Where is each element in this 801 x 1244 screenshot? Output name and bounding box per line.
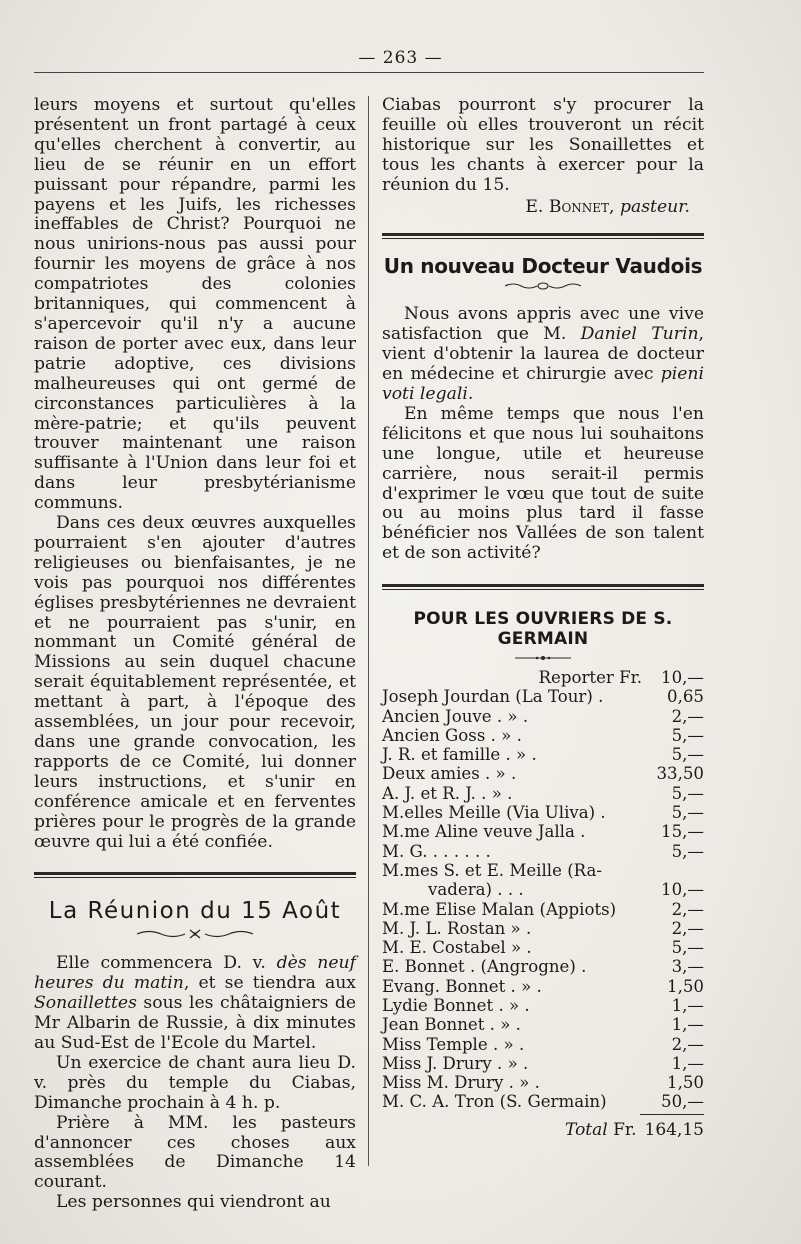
total-amount: 164,15 [644, 1119, 704, 1140]
subscription-row [382, 1054, 704, 1073]
subscription-row [382, 822, 704, 841]
subscriber-name: J. R. et famille . » . [382, 745, 537, 765]
subscription-row [382, 880, 704, 899]
subscription-amount: 33,50 [656, 764, 704, 784]
subscription-amount [642, 861, 704, 880]
subscription-row [382, 707, 704, 726]
reporter-row [382, 668, 704, 687]
subscription-amount: 1,— [671, 1053, 704, 1073]
subscription-amount: 5,— [671, 803, 704, 823]
subscription-row [382, 938, 704, 957]
subscriber-name: Miss J. Drury . » . [382, 1053, 529, 1073]
subscriber-name: Miss M. Drury . » . [382, 1073, 540, 1093]
subscriber-name: M.mes S. et E. Meille (Ra- [382, 860, 603, 880]
subscriber-name: Miss Temple . » . [382, 1034, 525, 1054]
section-rule-heavy [34, 872, 356, 875]
subscriber-name: vadera) . . . [428, 880, 524, 900]
subscription-row [382, 687, 704, 706]
signature [382, 198, 704, 218]
subscription-amount: 1,— [671, 1015, 704, 1035]
subscription-row [382, 764, 704, 783]
signature-initial: E. [525, 196, 549, 217]
total-label: Total [565, 1119, 608, 1140]
section-rule-heavy [382, 233, 704, 236]
subscriber-name: M. E. Costabel » . [382, 938, 532, 958]
subscription-amount: 2,— [671, 706, 704, 726]
signature-separator: , [609, 196, 620, 217]
flourish-ornament [503, 281, 583, 291]
reporter-label: Reporter Fr. [538, 667, 642, 687]
subscription-row [382, 1015, 704, 1034]
subscriber-name: E. Bonnet . (Angrogne) . [382, 957, 587, 977]
subscription-amount: 5,— [671, 725, 704, 745]
subscriber-name: M.me Aline veuve Jalla . [382, 822, 586, 842]
right-column [382, 96, 704, 1141]
subscription-row [382, 842, 704, 861]
reunion-paragraph-2: Un exercice de chant aura lieu D. v. près du temple du Ciabas, Dimanche prochain à 4 h. p. [34, 1052, 356, 1113]
signature-name: Bonnet [548, 196, 610, 217]
docteur-paragraph-1 [382, 305, 704, 405]
subscription-amount: 10,— [661, 880, 704, 900]
reunion-paragraph-4: Les personnes qui viendront au [56, 1192, 331, 1213]
column-divider [368, 96, 369, 1166]
subscription-row [382, 919, 704, 938]
subscription-amount: 2,— [671, 899, 704, 919]
header-rule [34, 72, 704, 73]
reunion-paragraph-3: Prière à MM. les pasteurs d'annoncer ces choses aux assemblées de Dimanche 14 courant. [34, 1112, 356, 1193]
subscriber-name: Deux amies . » . [382, 764, 517, 784]
subscriber-name: Evang. Bonnet . » . [382, 976, 542, 996]
subscriber-name: Ancien Goss . » . [382, 725, 522, 745]
reunion-time: dès neuf heures du matin [34, 953, 356, 994]
subscription-amount: 1,— [671, 995, 704, 1015]
subscription-row [382, 1073, 704, 1092]
docteur-name: Daniel Turin [580, 324, 699, 345]
subscription-amount: 5,— [671, 938, 704, 958]
total-rule [640, 1114, 704, 1115]
continuation-paragraph: Ciabas pourront s'y procurer la feuille où elles trouveront un récit historique sur les Sonaillettes et tous les chants à exercer pour la réunion du 15. [382, 95, 704, 195]
subscription-amount: 15,— [661, 822, 704, 842]
subscription-amount: 2,— [671, 1034, 704, 1054]
subscription-amount: 0,65 [667, 687, 704, 707]
reunion-heading: La Réunion du 15 Août [48, 898, 342, 925]
subscription-row [382, 957, 704, 976]
docteur-text: Nous avons appris avec une vive satisfaction que M. [382, 304, 704, 345]
subscriber-name: Jean Bonnet . » . [382, 1015, 521, 1035]
reunion-paragraph-1 [34, 954, 356, 1054]
signature-title: pasteur. [619, 196, 690, 217]
subscription-row [382, 803, 704, 822]
section-rule-heavy [382, 584, 704, 587]
subscription-row [382, 861, 704, 880]
reporter-amount: 10,— [661, 667, 704, 687]
reunion-text: , et se tiendra aux [183, 973, 356, 994]
left-column [34, 96, 356, 1213]
reunion-text: Elle commencera D. v. [56, 953, 277, 974]
subscription-amount: 5,— [671, 783, 704, 803]
docteur-honours: pieni voti legali. [382, 364, 704, 404]
subscription-row [382, 977, 704, 996]
reunion-text: sous les châtaigniers de Mr Albarin de Russie, à dix minutes au Sud-Est de l'Ecole du Martel. [34, 993, 356, 1053]
subscription-row [382, 784, 704, 803]
subscription-row [382, 996, 704, 1015]
subscriber-name: M. J. L. Rostan » . [382, 918, 532, 938]
article-paragraph-2: Dans ces deux œuvres auxquelles pourraient s'en ajouter d'autres religieuses ou bienfaisantes, je ne vois pas pourquoi nos différentes églises presbytériennes ne devraient et ne pourraient pas s'unir, en nommant un Comité général de Missions au sein duquel chacune serait équitablement représentée, et mettant à part, à l'époque des assemblées, un jour pour recevoir, dans une grande convocation, les rapports de ce Comité, lui donner leurs instructions, et s'unir en conférence amicale et en ferventes prières pour le progrès de la grande œuvre qui lui a été confiée. [34, 513, 356, 852]
subscription-amount: 50,— [661, 1092, 704, 1112]
subscription-amount: 5,— [671, 745, 704, 765]
subscription-amount: 2,— [671, 918, 704, 938]
total-line [382, 1121, 704, 1141]
docteur-text: , vient d'obtenir la laurea de docteur en médecine et chirurgie avec [382, 324, 704, 385]
subscription-row [382, 1035, 704, 1054]
section-rule-light [34, 877, 356, 878]
dotted-ornament [513, 654, 573, 662]
section-rule-light [382, 238, 704, 239]
section-rule-light [382, 589, 704, 590]
flourish-ornament [135, 928, 255, 940]
subscription-amount: 1,50 [667, 1073, 704, 1093]
subscriber-name: M.me Elise Malan (Appiots) [382, 899, 617, 919]
subscriber-name: M. C. A. Tron (S. Germain) [382, 1092, 607, 1112]
subscription-row [382, 1092, 704, 1111]
subscriber-name: M. G. . . . . . . [382, 841, 491, 861]
subscription-amount: 1,50 [667, 976, 704, 996]
docteur-heading: Un nouveau Docteur Vaudois [383, 254, 703, 279]
reunion-place: Sonaillettes [34, 993, 137, 1014]
subscriber-name: A. J. et R. J. . » . [382, 783, 513, 803]
docteur-paragraph-2: En même temps que nous l'en félicitons et que nous lui souhaitons une longue, utile et heureuse carrière, nous serait-il permis d'exprimer le vœu que tout de suite ou au moins plus tard il fasse bénéficier nos Vallées de son talent et de son activité? [382, 403, 704, 564]
subscriber-name: Lydie Bonnet . » . [382, 995, 530, 1015]
subscription-row [382, 745, 704, 764]
subscriptions-table [382, 668, 704, 1112]
page-number: — 263 — [358, 48, 443, 68]
subscription-amount: 5,— [671, 841, 704, 861]
subscriber-name: M.elles Meille (Via Uliva) . [382, 803, 606, 823]
ouvriers-heading: POUR LES OUVRIERS DE S. GERMAIN [413, 609, 673, 650]
subscription-row [382, 900, 704, 919]
subscriber-name: Ancien Jouve . » . [382, 706, 529, 726]
article-paragraph-1: leurs moyens et surtout qu'elles présentent un front partagé à ceux qu'elles cherchent à convertir, au lieu de se réunir en un effort puissant pour répandre, parmi les payens et les Juifs, les richesses ineffables de Christ? Pourquoi ne nous unirions-nous pas aussi pour fournir les moyens de grâce à nos compatriotes des colonies britanniques, qui commencent à s'apercevoir qu'il n'y a aucune raison de porter avec eux, dans leur patrie adoptive, ces divisions malheureuses qui ont germé de circonstances particulières à la mère-patrie; et qu'ils peuvent trouver maintenant une raison suffisante à l'Union dans leur foi et dans leur presbytérianisme communs. [34, 95, 356, 514]
subscriber-name: Joseph Jourdan (La Tour) . [382, 687, 604, 707]
subscription-row [382, 726, 704, 745]
subscription-amount: 3,— [671, 957, 704, 977]
total-currency: Fr. [613, 1119, 637, 1140]
